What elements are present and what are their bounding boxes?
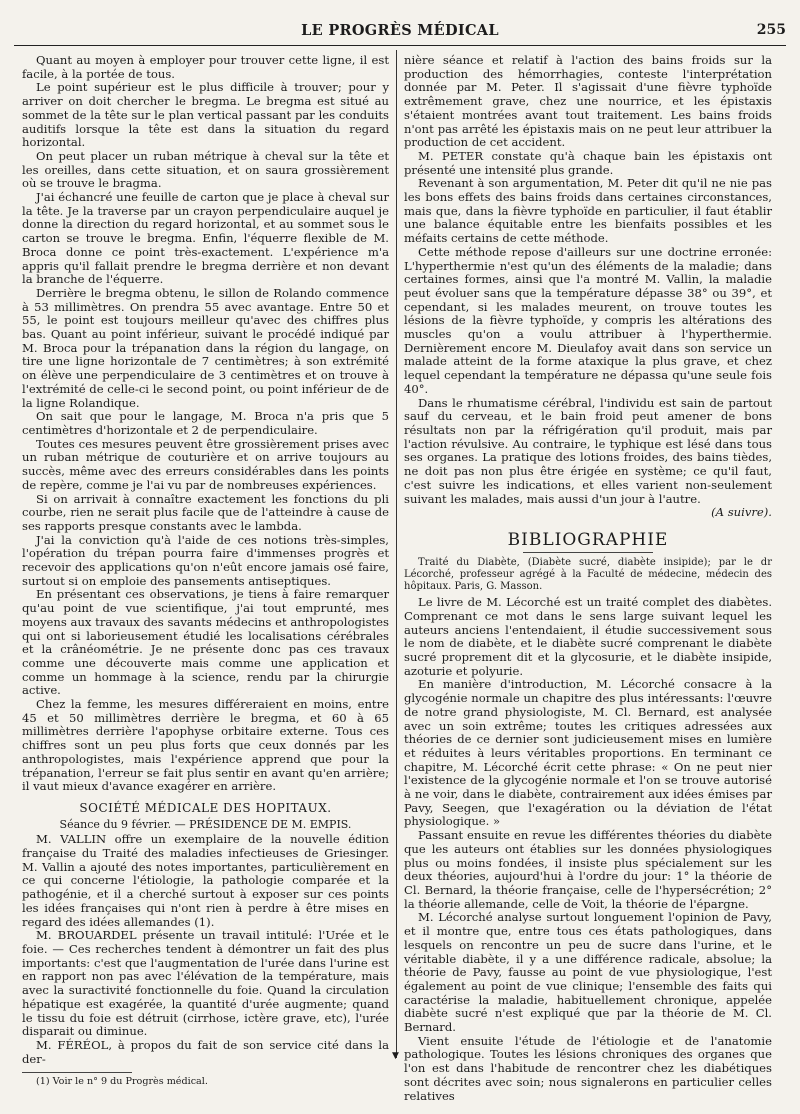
paragraph: On peut placer un ruban métrique à cheval sur la tête et les oreilles, dans cette situation, et on saura grossièrement où se trouve le bragma. — [22, 148, 389, 191]
paragraph: M. PETER constate qu'à chaque bain les épistaxis ont présenté une intensité plus grande. — [404, 148, 772, 177]
page-header — [14, 22, 786, 44]
right-column — [404, 54, 772, 1103]
seance-line: Séance du 9 février. — PRÉSIDENCE DE M. EMPIS. — [59, 817, 352, 831]
paragraph: nière séance et relatif à l'action des bains froids sur la production des hémorrhagies, conteste l'interprétation donnée par M. Peter. Il s'agissait d'une fièvre typhoïde extrêmement grave, chez une nourrice, et les épistaxis s'étaient montrées avant tout traitement. Les bains froids n'ont pas arrêté les épistaxis mais on ne peut leur attribuer la production de cet accident. — [404, 53, 772, 150]
column-divider — [396, 50, 397, 1058]
paragraph: J'ai échancré une feuille de carton que je place à cheval sur la tête. Je la traverse par un crayon perpendiculaire auquel je donne la direction du regard horizontal, et au sommet sous le carton se trouve le bregma. Enfin, l'équerre flexible de M. Broca donne ce point très-exactement. L'expérience m'a appris qu'il fallait prendre le bregma derrière et non devant la branche de l'équerre. — [22, 190, 389, 287]
paragraph: M. FÉRÉOL, à propos du fait de son service cité dans la der- — [22, 1037, 389, 1066]
paragraph: En présentant ces observations, je tiens à faire remarquer qu'au point de vue scientifique, j'ai tout emprunté, mes moyens aux travaux des savants médecins et anthropologistes qui ont si laborieusement étudié les localisations cérébrales et la crânéométrie. Je ne présente donc pas ces travaux comme une découverte mais comme une application et comme un hommage à la science, rendu par la chirurgie active. — [22, 587, 389, 698]
paragraph: On sait que pour le langage, M. Broca n'a pris que 5 centimètres d'horizontale et 2 de perpendiculaire. — [22, 409, 389, 437]
paragraph: Toutes ces mesures peuvent être grossièrement prises avec un ruban métrique de couturière et on arrive toujours au succès, même avec des erreurs considérables dans les points de repère, comme je l'ai vu par de nombreuses expériences. — [22, 436, 389, 492]
paragraph: Revenant à son argumentation, M. Peter dit qu'il ne nie pas les bons effets des bains froids dans certaines circonstances, mais que, dans la fièvre typhoïde en particulier, il faut établir une balance équitable entre les bienfaits possibles et les méfaits certains de cette méthode. — [404, 176, 772, 246]
paragraph: Le point supérieur est le plus difficile à trouver; pour y arriver on doit chercher le bregma. Le bregma est situé au sommet de la tête sur le plan vertical passant par les conduits auditifs lorsque la tête est dans la situation du regard horizontal. — [22, 80, 389, 150]
section-title: SOCIÉTÉ MÉDICALE DES HOPITAUX. — [79, 800, 332, 815]
paragraph: Quant au moyen à employer pour trouver cette ligne, il est facile, à la portée de tous. — [22, 53, 389, 81]
paragraph: Passant ensuite en revue les différentes théories du diabète que les auteurs ont établies sur les données physiologiques plus ou moins fondées, il insiste plus spécialement sur les deux théories, aujourd'hui à l'ordre du jour: 1° la théorie de Cl. Bernard, la théorie française, celle de l'hypersécrétion; 2° la théorie allemande, celle de Voit, la théorie de l'épargne. — [404, 828, 772, 911]
page-number: 255 — [756, 22, 786, 38]
paragraph: Si on arrivait à connaître exactement les fonctions du pli courbe, rien ne serait plus facile que de l'atteindre à cause de ses rapports presque constants avec le lambda. — [22, 491, 389, 533]
paragraph: Cette méthode repose d'ailleurs sur une doctrine erronée: L'hyperthermie n'est qu'un des éléments de la maladie; dans certaines formes, ainsi que l'a montré M. Vallin, la maladie peut évoluer sans que la température dépasse 38° ou 39°, et cependant, si les malades meurent, on trouve toutes les lésions de la fièvre typhoïde, y compris les altérations des muscles qu'on a voulu attribuer à l'hyperthermie. Dernièrement encore M. Dieulafoy avait dans son service un malade atteint de la forme ataxique la plus grave, et chez lequel cependant la température ne dépassa qu'une seule fois 40°. — [404, 244, 772, 396]
paragraph: Derrière le bregma obtenu, le sillon de Rolando commence à 53 millimètres. On prendra 55 avec avantage. Entre 50 et 55, le point est toujours meilleur qu'avec des chiffres plus bas. Quant au point inférieur, suivant le procédé indiqué par M. Broca pour la trépanation dans la région du langage, on tire une ligne horizontale de 7 centimètres; à son extrémité on élève une perpendiculaire de 3 centimètres et on trouve à l'extrémité de celle-ci le second point, ou point inférieur de de la ligne Rolandique. — [22, 285, 389, 410]
divider-ornament: ▼ — [392, 1051, 399, 1061]
paragraph: Chez la femme, les mesures différeraient en moins, entre 45 et 50 millimètres derrière le bregma, et 60 à 65 millimètres derrière l'apophyse orbitaire externe. Tous ces chiffres sont un peu plus forts que ceux donnés par les anthropologistes, mais l'expérience apprend que pour la trépanation, l'erreur se fait plus sentir en avant qu'en arrière; il vaut mieux d'avance exagérer en arrière. — [22, 697, 389, 794]
book-reference: Traité du Diabète, (Diabète sucré, diabète insipide); par le dr Lécorché, professeur agrégé à la Faculté de médecine, médecin des hôpitaux. Paris, G. Masson. — [404, 556, 772, 593]
to-be-continued: (A suivre). — [711, 506, 772, 520]
paragraph: M. Lécorché analyse surtout longuement l'opinion de Pavy, et il montre que, entre tous ces états pathologiques, dans lesquels on rencontre un peu de sucre dans l'urine, et le véritable diabète, il y a une différence radicale, absolue; la théorie de Pavy, fausse au point de vue physiologique, l'est également au point de vue clinique; l'ensemble des faits qui caractérise la maladie, habituellement chronique, appelée diabète sucré n'est expliqué que par la théorie de M. Cl. Bernard. — [404, 910, 772, 1035]
footnote: (1) Voir le n° 9 du Progrès médical. — [36, 1076, 208, 1088]
paragraph: M. VALLIN offre un exemplaire de la nouvelle édition française du Traité des maladies infectieuses de Griesinger. M. Vallin a ajouté des notes importantes, particulièrement en ce qui concerne l'étiologie, la pathologie comparée et la pathogénie, et il a cherché surtout à exposer sur ces points les idées françaises qui n'ont rien à perdre à être mises en regard des idées allemandes (1). — [22, 832, 389, 929]
paragraph: Le livre de M. Lécorché est un traité complet des diabètes. Comprenant ce mot dans le sens large suivant lequel les auteurs anciens l'entendaient, il étudie successivement sous le nom de diabète, et le diabète sucré comprenant le diabète sucré proprement dit et la glycosurie, et le diabète insipide, azoturie et polyurie. — [404, 595, 772, 678]
paragraph: Vient ensuite l'étude de l'étiologie et de l'anatomie pathologique. Toutes les lésions chroniques des organes que l'on est dans l'habitude de rencontrer chez les diabétiques sont décrites avec soin; nous signalerons en particulier celles relatives — [404, 1033, 772, 1103]
paragraph: M. BROUARDEL présente un travail intitulé: l'Urée et le foie. — Ces recherches tendent à démontrer un fait des plus importants: c'est que l'augmentation de l'urée dans l'urine est en rapport non pas avec l'élévation de la température, mais avec la suractivité fonctionnelle du foie. Quand la circulation hépatique est exagérée, la quantité d'urée augmente; quand le tissu du foie est détruit (cirrhose, ictère grave, etc), l'urée disparait ou diminue. — [22, 928, 389, 1039]
bibliography-rule — [523, 552, 653, 553]
paragraph: Dans le rhumatisme cérébral, l'individu est sain de partout sauf du cerveau, et le bain froid peut amener de bons résultats non par la réfrigération qu'il produit, mais par l'action révulsive. Au contraire, le typhique est lésé dans tous ses organes. La pratique des lotions froides, des bains tièdes, ne doit pas non plus être érigée en système; ce qu'il faut, c'est suivre les indications, et elles varient non-seulement suivant les malades, mais aussi d'un jour à l'autre. — [404, 395, 772, 506]
journal-title: LE PROGRÈS MÉDICAL — [301, 22, 499, 39]
paragraph: J'ai la conviction qu'à l'aide de ces notions très-simples, l'opération du trépan pourra faire d'immenses progrès et recevoir des applications qu'on n'eût encore jamais osé faire, surtout si on emploie des pansements antiseptiques. — [22, 532, 389, 588]
header-rule — [14, 45, 786, 46]
left-column — [22, 54, 389, 1089]
footnote-rule — [22, 1072, 132, 1073]
paragraph: En manière d'introduction, M. Lécorché consacre à la glycogénie normale un chapitre des plus intéressants: l'œuvre de notre grand physiologiste, M. Cl. Bernard, est analysée avec un soin extrême; toutes les critiques adressées aux théories de ce dernier sont judicieusement mises en lumière et réduites à leurs véritables proportions. En terminant ce chapitre, M. Lécorché écrit cette phrase: « On ne peut nier l'existence de la glycogénie normale et l'on se trouve autorisé à ne voir, dans le diabète, contrairement aux idées émises par Pavy, Seegen, que l'exagération ou la déviation de l'état physiologique. » — [404, 677, 772, 829]
bibliography-title: BIBLIOGRAPHIE — [507, 529, 669, 550]
